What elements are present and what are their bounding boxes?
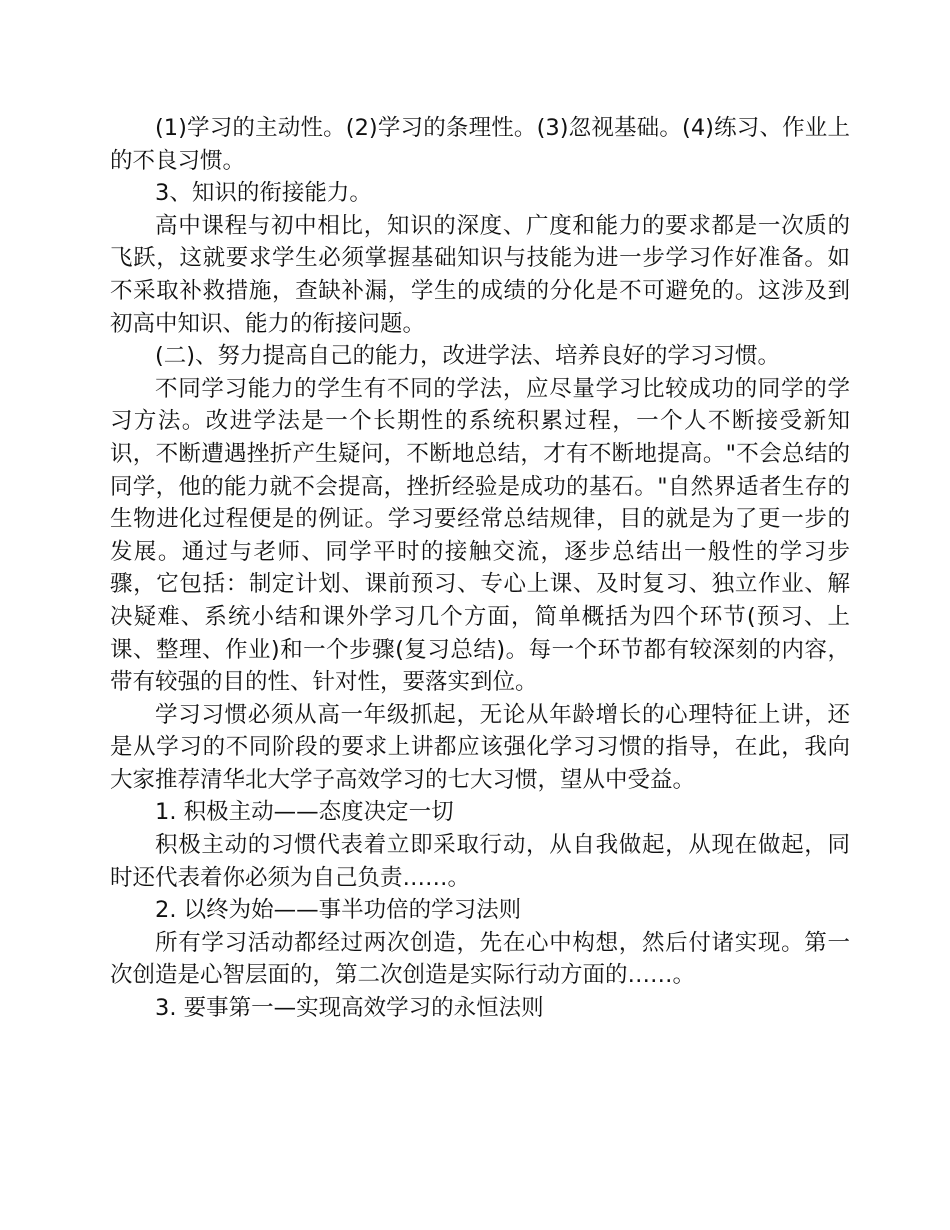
paragraph-study-habits-list: (1)学习的主动性。(2)学习的条理性。(3)忽视基础。(4)练习、作业上的不良习惯。 — [110, 115, 850, 174]
paragraph-learning-methods: 不同学习能力的学生有不同的学法，应尽量学习比较成功的同学的学习方法。改进学法是一个长期性的系统积累过程，一个人不断接受新知识，不断遭遇挫折产生疑问，不断地总结，才有不断地提高。"不会总结的同学，他的能力就不会提高，挫折经验是成功的基石。"自然界适者生存的生物进化过程便是的例证。学习要经常总结规律，目的就是为了更一步的发展。通过与老师、同学平时的接触交流，逐步总结出一般性的学习步骤，它包括：制定计划、课前预习、专心上课、及时复习、独立作业、解决疑难、系统小结和课外学习几个方面，简单概括为四个环节(预习、上课、整理、作业)和一个步骤(复习总结)。每一个环节都有较深刻的内容，带有较强的目的性、针对性，要落实到位。 — [110, 375, 850, 696]
document-page — [110, 112, 850, 1025]
paragraph-habit-1: 积极主动的习惯代表着立即采取行动，从自我做起，从现在做起，同时还代表着你必须为自己负责……。 — [110, 832, 850, 891]
paragraph-habit-2: 所有学习活动都经过两次创造，先在心中构想，然后付诸实现。第一次创造是心智层面的，第二次创造是实际行动方面的……。 — [110, 929, 850, 989]
heading-habit-3: 3. 要事第一—实现高效学习的永恒法则 — [155, 995, 544, 1022]
heading-habit-2: 2. 以终为始——事半功倍的学习法则 — [155, 897, 522, 924]
heading-knowledge-connection: 3、知识的衔接能力。 — [155, 180, 372, 207]
heading-improve-ability: (二)、努力提高自己的能力，改进学法、培养良好的学习习惯。 — [155, 343, 781, 370]
paragraph-high-school-curriculum: 高中课程与初中相比，知识的深度、广度和能力的要求都是一次质的飞跃，这就要求学生必须掌握基础知识与技能为进一步学习作好准备。如不采取补救措施，查缺补漏，学生的成绩的分化是不可避免的。这涉及到初高中知识、能力的衔接问题。 — [110, 212, 850, 337]
paragraph-habits-intro: 学习习惯必须从高一年级抓起，无论从年龄增长的心理特征上讲，还是从学习的不同阶段的要求上讲都应该强化学习习惯的指导，在此，我向大家推荐清华北大学子高效学习的七大习惯，望从中受益。 — [110, 701, 850, 793]
heading-habit-1: 1. 积极主动——态度决定一切 — [155, 799, 454, 826]
